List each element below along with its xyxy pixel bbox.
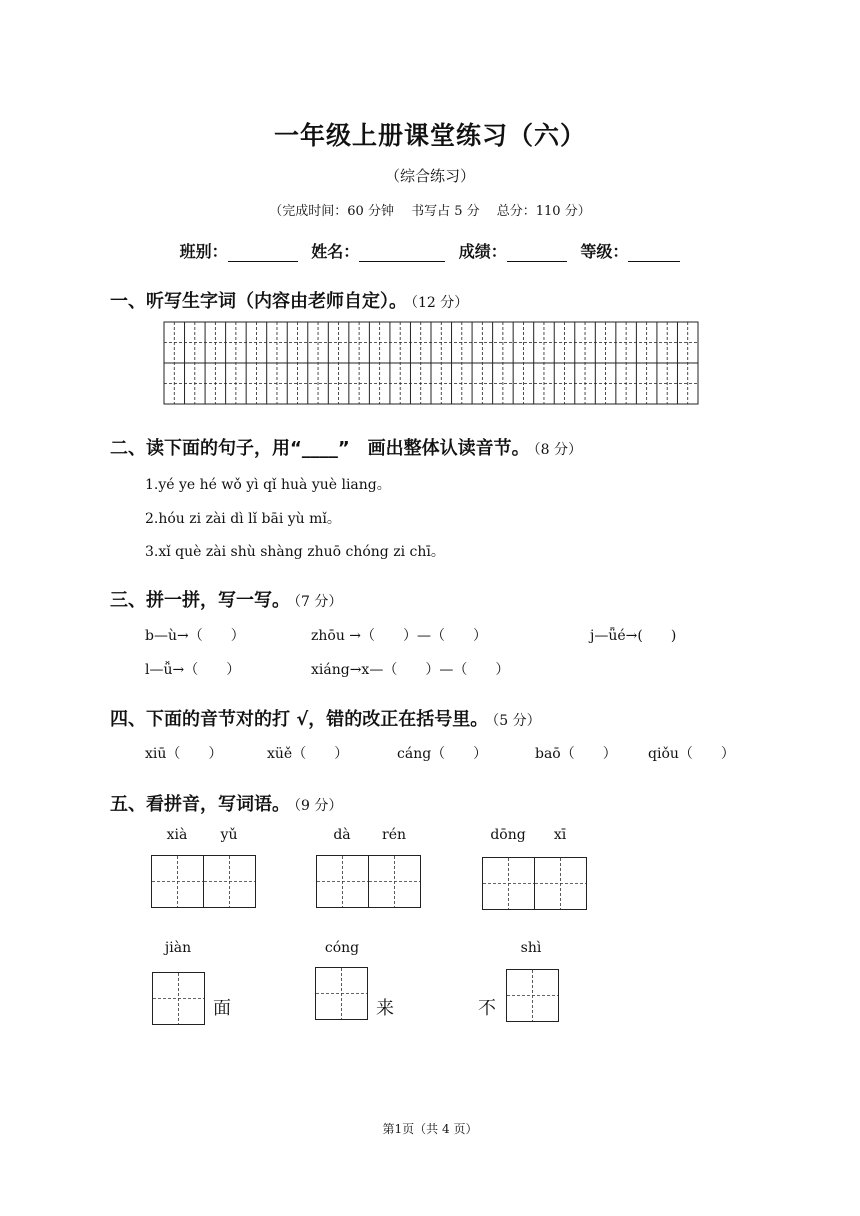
sentence-1: 1.yé ye hé wǒ yì qǐ huà yuè liang。 [145,477,391,493]
tianzige-box[interactable] [315,967,368,1024]
pinyin-shi: shì [520,940,542,956]
class-label: 班别： [179,242,228,261]
student-fields [0,239,860,262]
section5-points: （9 分） [294,798,343,814]
pinyin-xi: xī [553,827,567,843]
pinyin-ren: rén [382,827,406,843]
sentence-3: 3.xǐ què zài shù shàng zhuō chóng zi chī。 [145,544,445,560]
score-label: 成绩： [458,242,507,261]
spell-item-3: j—ǖé→( ) [590,628,677,644]
tianzige-box[interactable] [316,855,369,912]
section5-heading [110,790,342,816]
section1-points: （12 分） [411,295,469,311]
section3-points: （7 分） [294,594,343,610]
tianzige-box[interactable] [534,857,587,914]
section3-heading [110,586,342,612]
pinyin-dong: dōng [490,827,526,843]
section4-heading [110,705,541,731]
score-blank[interactable] [507,243,567,262]
section2-heading [110,434,582,460]
pinyin-jian: jiàn [164,940,192,956]
spell-item-5: xiáng→x—（ ）—（ ） [311,662,510,678]
page-subtitle: （综合练习） [384,167,475,185]
spell-item-4: l—ǚ→（ ） [145,662,241,678]
check-item-3: cáng（ ） [397,746,488,762]
char-bu: 不 [478,998,496,1019]
pinyin-yu: yǔ [220,827,238,843]
name-label: 姓名： [311,242,360,261]
tianzige-box[interactable] [506,969,559,1026]
check-item-1: xiū（ ） [145,746,223,762]
section5-title: 五、看拼音，写词语。 [110,794,290,815]
char-mian: 面 [213,998,231,1019]
check-item-4: baō（ ） [535,746,617,762]
spell-item-1: b—ù→（ ） [145,628,245,644]
dictation-grid[interactable] [163,321,699,405]
page-title: 一年级上册课堂练习（六） [273,121,586,150]
class-blank[interactable] [228,243,298,262]
section4-title: 四、下面的音节对的打 √，错的改正在括号里。 [110,709,489,730]
exam-info: （完成时间：60 分钟 书写占 5 分 总分：110 分） [269,204,591,219]
section1-heading [110,287,468,313]
tianzige-box[interactable] [151,855,204,912]
tianzige-box[interactable] [368,855,421,912]
grade-label: 等级： [580,242,629,261]
pinyin-xia: xià [166,827,188,843]
tianzige-box[interactable] [152,972,205,1029]
section2-title: 二、读下面的句子，用“____” 画出整体认读音节。 [110,438,530,459]
spell-item-2: zhōu →（ ）—（ ） [311,628,488,644]
section1-title: 一、听写生字词（内容由老师自定）。 [110,291,407,312]
check-item-5: qiǒu（ ） [648,746,735,762]
page-footer: 第1页（共 4 页） [382,1122,478,1136]
section3-title: 三、拼一拼，写一写。 [110,590,290,611]
check-item-2: xüě（ ） [267,746,349,762]
sentence-2: 2.hóu zi zài dì lǐ bāi yù mǐ。 [145,511,341,527]
char-lai: 来 [376,998,394,1019]
name-blank[interactable] [359,243,445,262]
tianzige-box[interactable] [482,857,535,914]
pinyin-da: dà [333,827,351,843]
section4-points: （5 分） [492,713,541,729]
grade-blank[interactable] [628,243,680,262]
tianzige-box[interactable] [203,855,256,912]
pinyin-cong: cóng [324,940,360,956]
section2-points: （8 分） [533,442,583,458]
